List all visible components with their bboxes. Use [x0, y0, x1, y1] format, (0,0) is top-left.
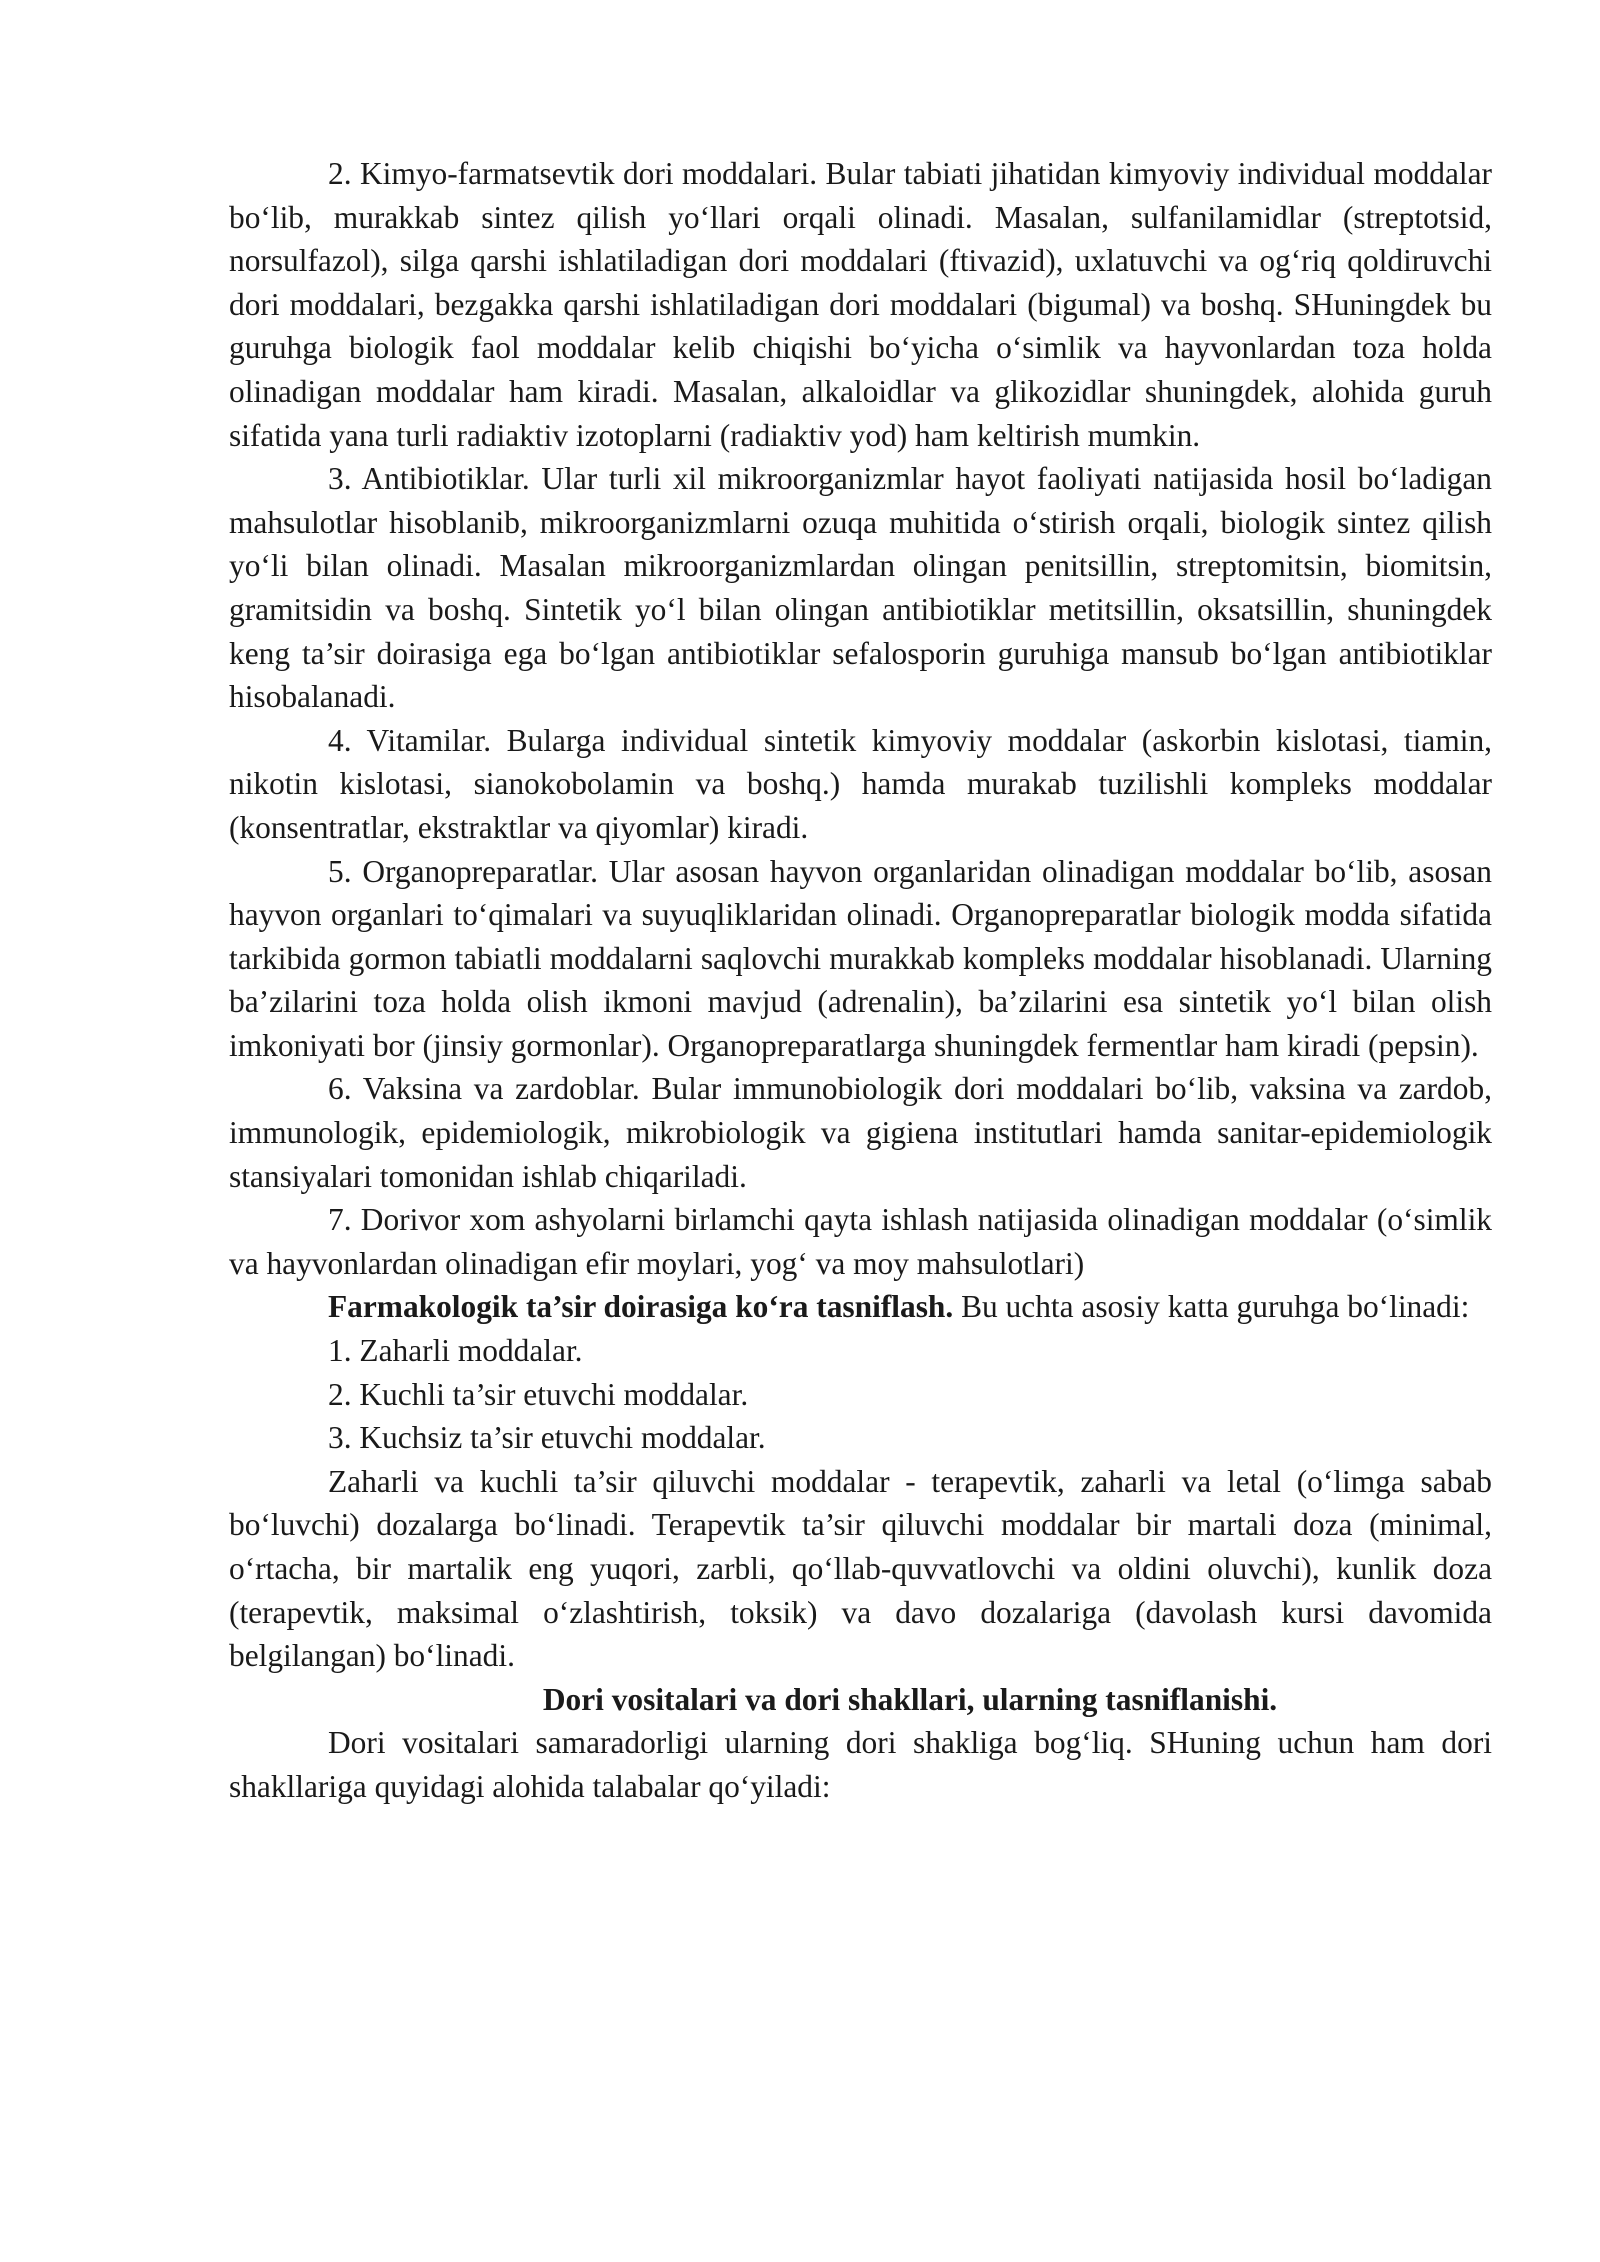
paragraph-chemical-pharmaceutical: 2. Kimyo-farmatsevtik dori moddalari. Bular tabiati jihatidan kimyoviy individual moddalar bo‘lib, murakkab sintez qilish yo‘llari orqali olinadi. Masalan, sulfanilamidlar (streptotsid, norsulfazol), silga qarshi ishlatiladigan dori moddalari (ftivazid), uxlatuvchi va og‘riq qoldiruvchi dori moddalari, bezgakka qarshi ishlatiladigan dori moddalari (bigumal) va boshq. SHuningdek bu guruhga biologik faol moddalar kelib chiqishi bo‘yicha o‘simlik va hayvonlardan toza holda olinadigan moddalar ham kiradi. Masalan, alkaloidlar va glikozidlar shuningdek, alohida guruh sifatida yana turli radiaktiv izotoplarni (radiaktiv yod) ham keltirish mumkin. — [229, 156, 1492, 453]
list-item: 1. Zaharli moddalar. — [328, 1333, 583, 1369]
paragraph-antibiotics: 3. Antibiotiklar. Ular turli xil mikroorganizmlar hayot faoliyati natijasida hosil bo‘ladigan mahsulotlar hisoblanib, mikroorganizmlarni ozuqa muhitida o‘stirish orqali, biologik sintez qilish yo‘li bilan olinadi. Masalan mikroorganizmlardan olingan penitsillin, streptomitsin, biomitsin, gramitsidin va boshq. Sintetik yo‘l bilan olingan antibiotiklar metitsillin, oksatsillin, shuningdek keng ta’sir doirasiga ega bo‘lgan antibiotiklar sefalosporin guruhiga mansub bo‘lgan antibiotiklar hisobalanadi. — [229, 461, 1492, 715]
paragraph-vitamins: 4. Vitamilar. Bularga individual sintetik kimyoviy moddalar (askorbin kislotasi, tiamin, nikotin kislotasi, sianokobolamin va boshq.) hamda murakab tuzilishli kompleks moddalar (konsentratlar, ekstraktlar va qiyomlar) kiradi. — [229, 722, 1492, 845]
pharmacological-heading: Farmakologik ta’sir doirasiga ko‘ra tasniflash. — [328, 1289, 954, 1325]
pharmacological-intro: Bu uchta asosiy katta guruhga bo‘linadi: — [953, 1289, 1470, 1325]
paragraph-raw-materials: 7. Dorivor xom ashyolarni birlamchi qayta ishlash natijasida olinadigan moddalar (o‘simlik va hayvonlardan olinadigan efir moylari, yog‘ va moy mahsulotlari) — [229, 1202, 1492, 1281]
list-item: 2. Kuchli ta’sir etuvchi moddalar. — [328, 1376, 749, 1412]
paragraph-organopreparations: 5. Organopreparatlar. Ular asosan hayvon organlaridan olinadigan moddalar bo‘lib, asosan hayvon organlari to‘qimalari va suyuqliklaridan olinadi. Organopreparatlar biologik modda sifatida tarkibida gormon tabiatli moddalarni saqlovchi murakkab kompleks moddalar hisoblanadi. Ularning ba’zilarini toza holda olish ikmoni mavjud (adrenalin), ba’zilarini esa sintetik yo‘l bilan olish imkoniyati bor (jinsiy gormonlar). Organopreparatlarga shuningdek fermentlar ham kiradi (pepsin). — [229, 853, 1492, 1063]
paragraph-pharmacological-classification — [229, 1285, 1492, 1329]
paragraph-dosage: Zaharli va kuchli ta’sir qiluvchi moddalar - terapevtik, zaharli va letal (o‘limga sabab bo‘luvchi) dozalarga bo‘linadi. Terapevtik ta’sir qiluvchi moddalar bir martali doza (minimal, o‘rtacha, bir martalik eng yuqori, zarbli, qo‘llab-quvvatlovchi va oldini oluvchi), kunlik doza (terapevtik, maksimal o‘zlashtirish, toksik) va davo dozalariga (davolash kursi davomida belgilangan) bo‘linadi. — [229, 1463, 1492, 1674]
list-item: 3. Kuchsiz ta’sir etuvchi moddalar. — [328, 1420, 766, 1456]
document-body — [229, 152, 1492, 1809]
paragraph-vaccines-serums: 6. Vaksina va zardoblar. Bular immunobiologik dori moddalari bo‘lib, vaksina va zardob, immunologik, epidemiologik, mikrobiologik va gigiena institutlari hamda sanitar-epidemiologik stansiyalari tomonidan ishlab chiqariladi. — [229, 1071, 1492, 1194]
section-title: Dori vositalari va dori shakllari, ularning tasniflanishi. — [542, 1681, 1278, 1717]
paragraph-dosage-forms: Dori vositalari samaradorligi ularning dori shakliga bog‘liq. SHuning uchun ham dori shakllariga quyidagi alohida talabalar qo‘yiladi: — [229, 1725, 1492, 1804]
